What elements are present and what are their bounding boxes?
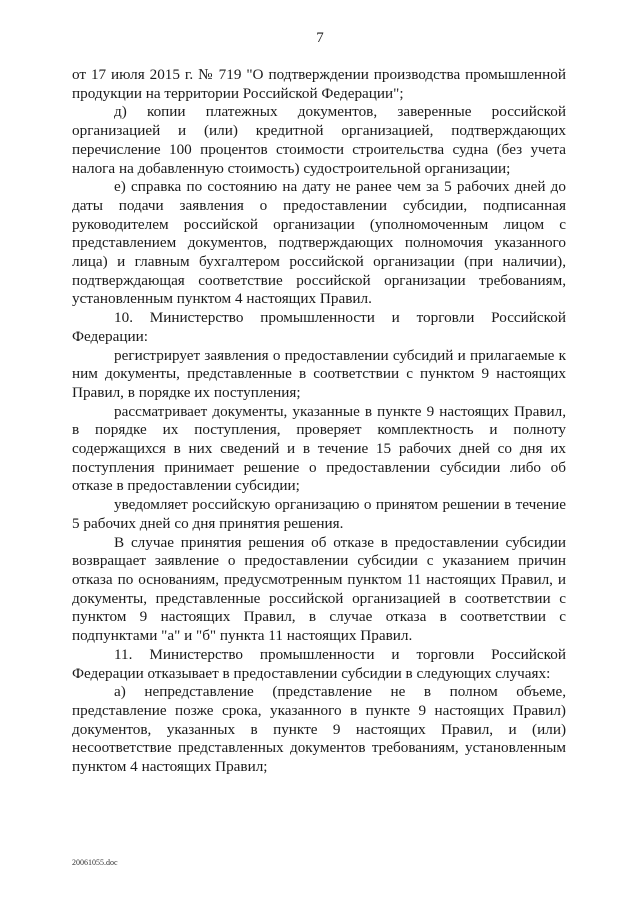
paragraph: д) копии платежных документов, заверенные российской организацией и (или) кредитной организацией, подтверждающих перечисление 100 процентов стоимости строительства судна (без учета налога на добавленную стоимость) судостроительной организации; xyxy=(72,103,566,177)
document-body xyxy=(72,66,566,777)
paragraph: 11. Министерство промышленности и торговли Российской Федерации отказывает в предоставлении субсидии в следующих случаях: xyxy=(72,645,566,682)
paragraph: от 17 июля 2015 г. № 719 "О подтверждении производства промышленной продукции на территории Российской Федерации"; xyxy=(72,66,566,102)
paragraph: а) непредставление (представление не в полном объеме, представление позже срока, указанного в пункте 9 настоящих Правил) документов, указанных в пункте 9 настоящих Правил, и (или) несоответствие представленных документов требованиям, установленным пунктом 4 настоящих Правил; xyxy=(72,683,566,776)
paragraph: регистрирует заявления о предоставлении субсидий и прилагаемые к ним документы, представленные в соответствии с пунктом 9 настоящих Правил, в порядке их поступления; xyxy=(72,346,566,401)
footer-filename: 20061055.doc xyxy=(72,858,118,867)
page-number: 7 xyxy=(316,30,324,46)
paragraph: е) справка по состоянию на дату не ранее чем за 5 рабочих дней до даты подачи заявления о предоставлении субсидии, подписанная руководителем российской организации (уполномоченным лицом с представлением документов, подтверждающих полномочия указанного лица) и главным бухгалтером российской организации (при наличии), подтверждающая соответствие российской организации требованиям, установленным пунктом 4 настоящих Правил. xyxy=(72,178,566,308)
paragraph: В случае принятия решения об отказе в предоставлении субсидии возвращает заявление о предоставлении субсидии с указанием причин отказа по основаниям, предусмотренным пунктом 11 настоящих Правил, и документы, представленные российской организацией в соответствии с пунктом 9 настоящих Правил, в случае отказа в соответствии с подпунктами "а" и "б" пункта 11 настоящих Правил. xyxy=(72,533,566,645)
paragraph: 10. Министерство промышленности и торговли Российской Федерации: xyxy=(72,309,566,345)
paragraph: уведомляет российскую организацию о принятом решении в течение 5 рабочих дней со дня принятия решения. xyxy=(72,496,566,532)
paragraph: рассматривает документы, указанные в пункте 9 настоящих Правил, в порядке их поступления, проверяет комплектность и полноту содержащихся в них сведений и в течение 15 рабочих дней со дня их поступления принимает решение о предоставлении субсидии либо об отказе в предоставлении субсидии; xyxy=(72,402,566,495)
